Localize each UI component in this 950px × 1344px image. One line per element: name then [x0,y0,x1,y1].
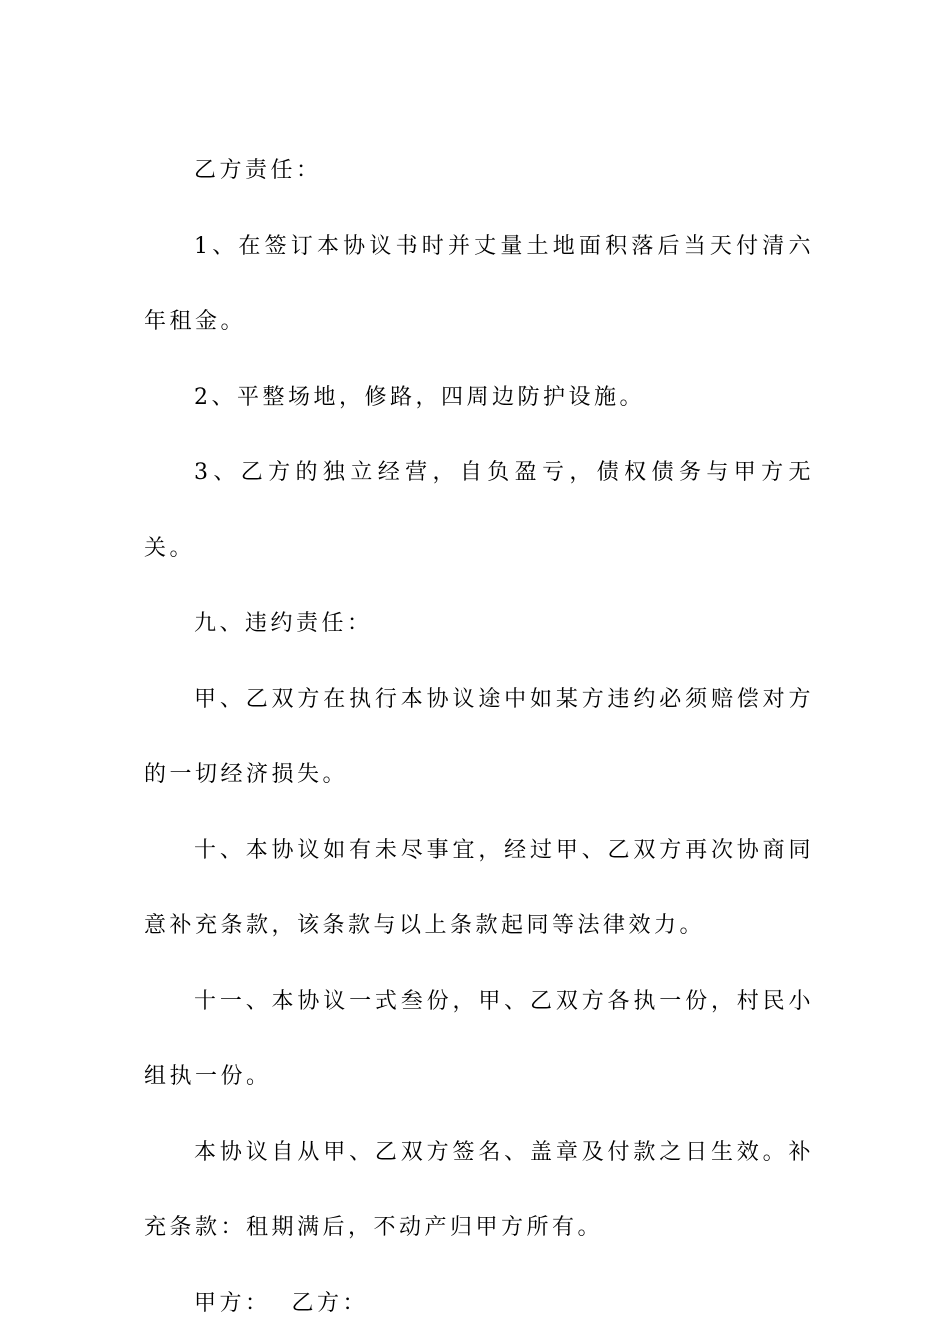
effective-date-clause: 本协议自从甲、乙双方签名、盖章及付款之日生效。补充条款：租期满后，不动产归甲方所有。 [144,1139,814,1240]
clause-item-3: 3、乙方的独立经营，自负盈亏，债权债务与甲方无关。 [144,460,814,561]
clause-item-2: 2、平整场地，修路，四周边防护设施。 [194,384,645,410]
clause-item-1: 1、在签订本协议书时并丈量土地面积落后当天付清六年租金。 [144,233,814,334]
section-ten-supplementary-terms: 十、本协议如有未尽事宜，经过甲、乙双方再次协商同意补充条款，该条款与以上条款起同等法律效力。 [144,837,814,938]
section-heading-party-b-responsibilities: 乙方责任： [194,158,322,183]
breach-clause-text: 甲、乙双方在执行本协议途中如某方违约必须赔偿对方的一切经济损失。 [144,686,814,787]
section-eleven-copies: 十一、本协议一式叁份，甲、乙双方各执一份，村民小组执一份。 [144,988,814,1089]
section-heading-breach-liability: 九、违约责任： [194,611,373,636]
document-body [144,133,814,1341]
signature-line: 甲方： 乙方： [194,1290,368,1316]
